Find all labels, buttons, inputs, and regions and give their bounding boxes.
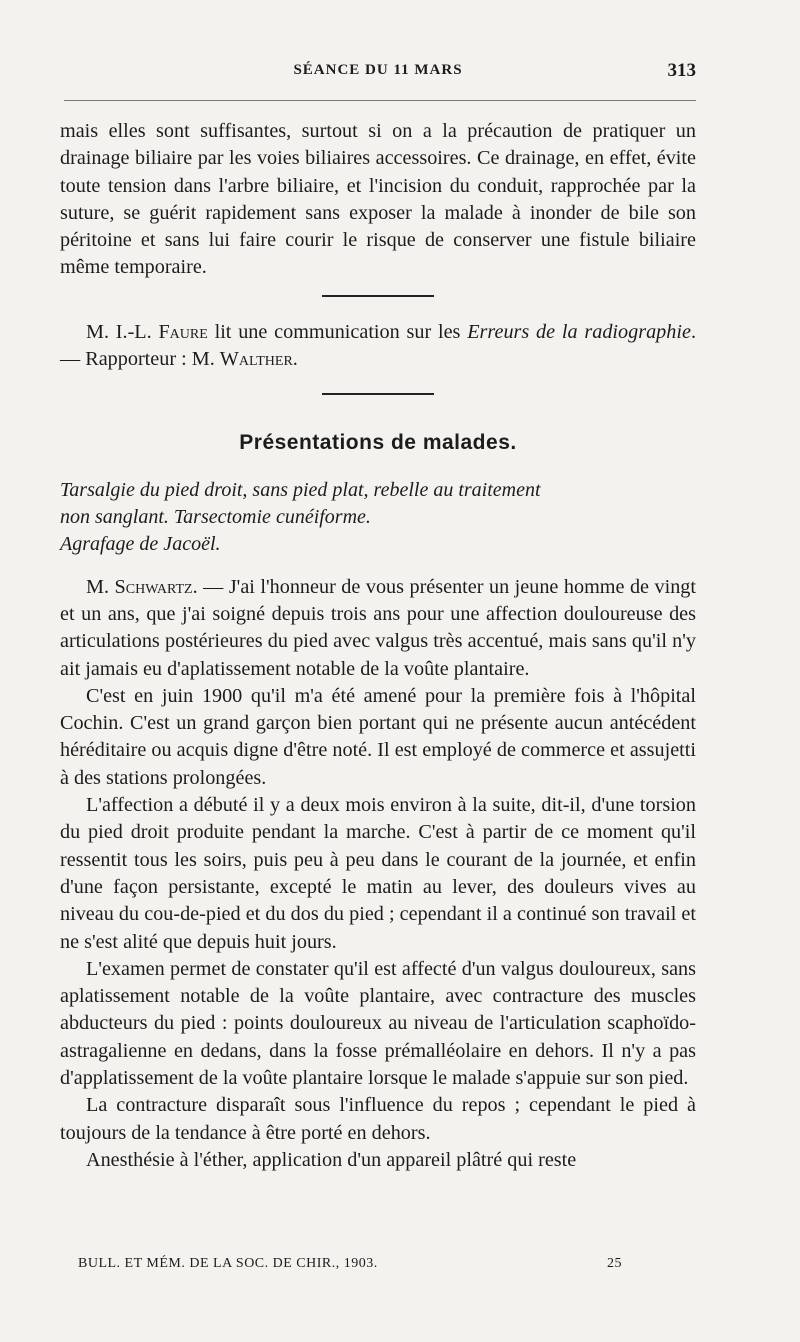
running-title: SÉANCE DU 11 MARS <box>293 62 463 78</box>
paragraph: L'affection a débuté il y a deux mois environ à la suite, dit-il, d'une torsion du pied droit produite pendant la marche. C'est à partir de ce moment qu'il ressentit tous les soirs, puis peu à peu dans le courant de la journée, et enfin d'une façon persistante, excepté le matin au lever, des douleurs vives au niveau du cou-de-pied et du dos du pied ; cependant il a continué son travail et ne s'est alité que depuis huit jours. <box>60 794 696 953</box>
paragraph: mais elles sont suffisantes, surtout si on a la précaution de pratiquer un drainage biliaire par les voies biliaires accessoires. Ce drainage, en effet, évite toute tension dans l'arbre biliaire, et l'incision du conduit, rapprochée par la suture, se guérit rapidement sans exposer la malade à inonder de bile son péritoine et sans lui faire courir le risque de conserver une fistule biliaire même temporaire. <box>60 120 696 279</box>
paragraph: C'est en juin 1900 qu'il m'a été amené pour la première fois à l'hôpital Cochin. C'est un grand garçon bien portant qui ne présente aucun antécédent héréditaire ou acquis digne d'être noté. Il est employé de commerce et assujetti à des stations prolongées. <box>60 684 696 789</box>
header-rule <box>64 100 696 101</box>
body-text <box>60 118 696 1174</box>
separator-rule <box>322 393 434 395</box>
page-number: 313 <box>667 60 696 81</box>
paragraph-prefix: M. <box>86 320 116 343</box>
paragraph <box>60 574 696 683</box>
paragraph: La contracture disparaît sous l'influence du repos ; cependant le pied à toujours de la tendance à être porté en dehors. <box>60 1094 696 1144</box>
paragraph: Anesthésie à l'éther, application d'un appareil plâtré qui reste <box>86 1148 577 1171</box>
case-subtitle-line: Agrafage de Jacoël. <box>60 532 221 555</box>
paragraph-end: . <box>292 348 298 371</box>
paragraph-text: . — J'ai l'honneur de vous présenter un jeune homme de vingt et un ans, que j'ai soigné depuis trois ans pour une affection douloureuse des articulations postérieures du pied avec valgus très accentué, mais sans qu'il n'y ait jamais eu d'aplatissement notable de la voûte plantaire. <box>60 575 697 680</box>
journal-reference: BULL. ET MÉM. DE LA SOC. DE CHIR., 1903. <box>78 1256 378 1271</box>
case-subtitle-line: non sanglant. Tarsectomie cunéiforme. <box>60 505 371 528</box>
work-title: Erreurs de la radiographie <box>467 320 691 343</box>
author-name: Schwartz <box>114 575 193 598</box>
page-header <box>60 62 696 84</box>
paragraph: L'examen permet de constater qu'il est affecté d'un valgus douloureux, sans aplatissement notable de la voûte plantaire, avec contracture des muscles abducteurs du pied : points douloureux au niveau de l'articulation scaphoïdo-astragalienne en dedans, dans la fosse prémalléolaire en dehors. Il n'y a pas d'applatissement de la voûte plantaire lorsque le malade s'appuie sur son pied. <box>60 957 696 1090</box>
rapporteur-name: Walther <box>219 348 293 371</box>
section-title: Présentations de malades. <box>239 431 517 455</box>
author-name: I.-L. Faure <box>115 320 208 343</box>
case-subtitle-line: Tarsalgie du pied droit, sans pied plat, rebelle au traitement <box>60 478 541 501</box>
paragraph <box>60 319 696 374</box>
paragraph-text: lit une communication sur les <box>207 320 468 343</box>
paragraph-prefix: M. <box>86 575 115 598</box>
signature-mark: 25 <box>607 1256 622 1271</box>
paragraph-text: . — Rapporteur : M. <box>60 320 696 371</box>
separator-rule <box>322 295 434 297</box>
